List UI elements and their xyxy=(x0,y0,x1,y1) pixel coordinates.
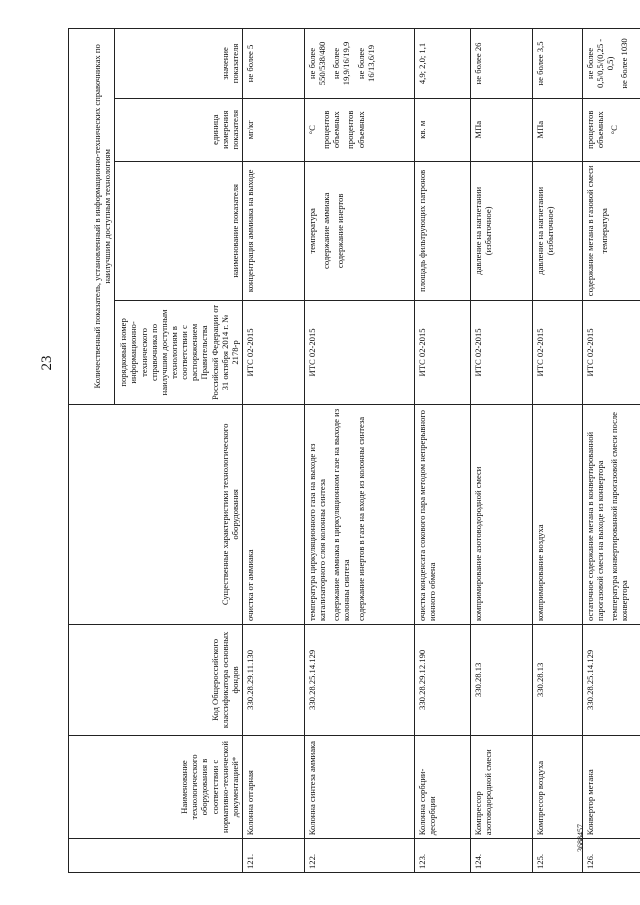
okof-code: 330.28.29.12.190 xyxy=(415,625,471,736)
characteristics-cell-line: температура конвертированной парогазовой смеси после конвертора xyxy=(609,412,630,622)
its-number: ИТС 02-2015 xyxy=(415,301,471,405)
unit-cell xyxy=(583,98,640,161)
indicator-cell xyxy=(471,161,533,301)
characteristics-cell-line: содержание аммиака в циркуляционном газе на выходе из колонны синтеза xyxy=(331,408,352,622)
its-number: ИТС 02-2015 xyxy=(243,301,305,405)
unit-cell-line: процентов объемных xyxy=(345,110,366,149)
indicator-cell xyxy=(243,161,305,301)
value-cell-line: не более 0,5/0,5/(0,25 - 0,5) xyxy=(585,38,616,89)
table-row xyxy=(415,29,471,873)
table-row xyxy=(533,29,583,873)
value-cell-line: не более 16/13,6/19 xyxy=(355,44,376,82)
okof-code: 330.28.13 xyxy=(471,625,533,736)
row-number: 125. xyxy=(533,839,583,873)
its-number: ИТС 02-2015 xyxy=(471,301,533,405)
header-name: Наименование технологического оборудования в соответствии с нормативно-технической документацией* xyxy=(69,735,243,839)
indicator-cell-line: площадь фильтрующих патронов xyxy=(417,169,427,292)
okof-code: 330.28.13 xyxy=(533,625,583,736)
unit-cell-line: °С xyxy=(307,125,317,135)
equipment-table xyxy=(68,28,640,873)
header-indicator: наименование показателя xyxy=(115,161,243,301)
characteristics-cell xyxy=(583,404,640,624)
characteristics-cell-line: содержание инертов в газе на входе из колонны синтеза xyxy=(355,416,366,622)
characteristics-cell xyxy=(533,404,583,624)
characteristics-cell-line: остаточное содержание метана в конвертированной парогазовой смеси на выходе из конвертора xyxy=(585,431,606,622)
value-cell xyxy=(583,29,640,99)
indicator-cell xyxy=(415,161,471,301)
unit-cell-line: мг/кг xyxy=(245,120,255,140)
header-num xyxy=(69,839,243,873)
header-code: Код Общероссийского классификатора основных фондов xyxy=(69,625,243,736)
unit-cell-line: процентов объемных xyxy=(585,110,606,149)
row-number: 122. xyxy=(305,839,415,873)
characteristics-cell-line: очистка от аммиака xyxy=(245,549,255,622)
indicator-cell xyxy=(583,161,640,301)
characteristics-cell xyxy=(243,404,305,624)
equipment-name: Колонна сорбции-десорбции xyxy=(415,735,471,839)
header-unit: единица измерения показателя xyxy=(115,98,243,161)
header-group: Количественный показатель, установленный в информационно-технических справочниках по наилучшим доступным технологиям xyxy=(69,29,115,405)
value-cell xyxy=(305,29,415,99)
okof-code: 330.28.25.14.129 xyxy=(583,625,640,736)
table-header xyxy=(69,29,243,873)
indicator-cell-line: давление на нагнетании (избыточное) xyxy=(535,186,556,275)
value-cell-line: не более 5 xyxy=(245,44,255,83)
unit-cell-line: МПа xyxy=(535,120,545,139)
row-number: 123. xyxy=(415,839,471,873)
table-row xyxy=(471,29,533,873)
equipment-name: Компрессор воздуха xyxy=(533,735,583,839)
indicator-cell-line: содержание метана в газовой смеси xyxy=(585,165,595,297)
its-number: ИТС 02-2015 xyxy=(583,301,640,405)
document-code: 3688457 xyxy=(576,824,585,852)
unit-cell xyxy=(471,98,533,161)
row-number: 121. xyxy=(243,839,305,873)
unit-cell-line: °С xyxy=(609,125,620,135)
indicator-cell-line: концентрация аммиака на выходе xyxy=(245,169,255,293)
value-cell-line: не более 19,9/16/19,9 xyxy=(331,41,352,86)
header-value: значение показателя xyxy=(115,29,243,99)
value-cell xyxy=(533,29,583,99)
unit-cell xyxy=(415,98,471,161)
okof-code: 330.28.25.14.129 xyxy=(305,625,415,736)
characteristics-cell-line: очистка конденсата сокового пара методом непрерывного ионного обмена xyxy=(417,410,438,622)
unit-cell-line: процентов объемных xyxy=(321,110,342,149)
characteristics-cell xyxy=(415,404,471,624)
header-characteristics: Существенные характеристики технологического оборудования xyxy=(69,404,243,624)
characteristics-cell xyxy=(305,404,415,624)
row-number: 124. xyxy=(471,839,533,873)
page-number: 23 xyxy=(39,355,55,371)
row-number: 126. xyxy=(583,839,640,873)
value-cell-line: не более 1030 xyxy=(619,38,630,89)
value-cell-line: не более 550/538/480 xyxy=(307,41,328,86)
its-number: ИТС 02-2015 xyxy=(533,301,583,405)
value-cell-line: не более 3,5 xyxy=(535,41,545,86)
unit-cell xyxy=(243,98,305,161)
unit-cell xyxy=(533,98,583,161)
unit-cell xyxy=(305,98,415,161)
indicator-cell-line: температура xyxy=(599,208,610,254)
table-row xyxy=(583,29,640,873)
unit-cell-line: кв. м xyxy=(417,120,427,139)
equipment-name: Конвертор метана xyxy=(583,735,640,839)
value-cell xyxy=(471,29,533,99)
header-its: порядковый номер информационно-технического справочника по наилучшим доступным технологиям в соответствии с распоряжением Правительства Российской Федерации от 31 октября 2014 г. № 2178-р xyxy=(115,301,243,405)
characteristics-cell xyxy=(471,404,533,624)
indicator-cell-line: содержание аммиака xyxy=(321,192,332,269)
indicator-cell-line: давление на нагнетании (избыточное) xyxy=(473,186,494,275)
characteristics-cell-line: компримирование воздуха xyxy=(535,524,545,622)
indicator-cell xyxy=(305,161,415,301)
indicator-cell xyxy=(533,161,583,301)
indicator-cell-line: содержание инертов xyxy=(335,193,346,269)
characteristics-cell-line: компримирование азотоводородной смеси xyxy=(473,466,483,622)
value-cell-line: не более 26 xyxy=(473,42,483,85)
equipment-name: Компрессор азотоводородной смеси xyxy=(471,735,533,839)
table-row xyxy=(243,29,305,873)
table-body xyxy=(243,29,640,873)
indicator-cell-line: температура xyxy=(307,208,317,254)
its-number: ИТС 02-2015 xyxy=(305,301,415,405)
okof-code: 330.28.29.11.130 xyxy=(243,625,305,736)
value-cell-line: 4,9; 2,0; 1,1 xyxy=(417,42,427,85)
value-cell xyxy=(243,29,305,99)
equipment-name: Колонна отгарная xyxy=(243,735,305,839)
table-row xyxy=(305,29,415,873)
equipment-name: Колонна синтеза аммиака xyxy=(305,735,415,839)
value-cell xyxy=(415,29,471,99)
characteristics-cell-line: температура циркуляционного газа на выходе из катализаторного слоя колонны синтеза xyxy=(307,443,328,622)
unit-cell-line: МПа xyxy=(473,120,483,139)
